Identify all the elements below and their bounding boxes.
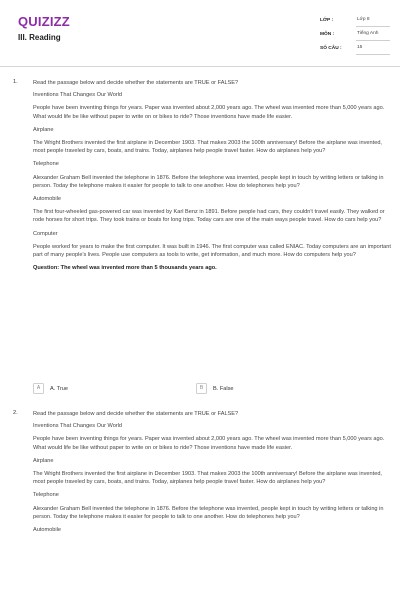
question-instruction: Read the passage below and decide whether the statements are TRUE or FALSE? [33,80,239,86]
worksheet-meta [320,13,390,55]
meta-value: 15 [356,42,390,55]
quizizz-logo: QUIZIZZ [18,14,70,29]
option-letter-badge: B [196,383,207,394]
header-divider [0,66,400,67]
section-heading: Automobile [33,527,61,534]
meta-row-subject [320,27,390,41]
meta-value: Tiếng Anh [356,28,390,41]
section-title: III. Reading [18,33,61,42]
section-heading: Telephone [33,492,59,499]
answer-options [33,383,359,394]
question-statement: Question: The wheel was invented more than 5 thousands years ago. [33,265,217,272]
option-letter-badge: A [33,383,44,394]
section-text: The first four-wheeled gas-powered car was invented by Karl Benz in 1891. Before people had cars, they couldn't travel easily. They walked or rode horses for short trips. They took trains or boats for long trips. Today cars are one of the main ways people travel. How do cars help you? [33,209,385,224]
section-text: The Wright Brothers invented the first airplane in December 1903. That makes 2003 the 100th anniversary! Before the airplane was invented, most people traveled by cars, boats, and trains. Today, airplanes help people travel faster. How do airplanes help you? [33,471,382,486]
passage-intro: People have been inventing things for years. Paper was invented about 2,000 years ago. The wheel was invented more than 5,000 years ago. What would life be like without paper to write on or bikes to ride? Those inventions have made life easier. [33,436,385,451]
passage-intro: People have been inventing things for years. Paper was invented about 2,000 years ago. The wheel was invented more than 5,000 years ago. What would life be like without paper to write on or bikes to ride? Those inventions have made life easier. [33,105,385,120]
section-heading: Airplane [33,457,54,464]
question-body [33,410,391,534]
meta-label: SỐ CÂU : [320,45,342,51]
meta-label: LỚP : [320,17,334,23]
worksheet-header [0,0,400,64]
section-heading: Automobile [33,196,61,203]
section-heading: Telephone [33,161,59,168]
option-b[interactable] [196,383,359,394]
option-label: A. True [50,385,69,392]
meta-label: MÔN : [320,31,335,37]
meta-row-question-count [320,41,390,55]
meta-row-class [320,13,390,27]
section-text: The Wright Brothers invented the first airplane in December 1903. That makes 2003 the 100th anniversary! Before the airplane was invented, most people traveled by cars, boats, and trains. Today, airplanes help people travel faster. How do airplanes help you? [33,140,382,155]
question-number: 2. [13,410,18,416]
question-number: 1. [13,79,18,85]
section-text: Alexander Graham Bell invented the telephone in 1876. Before the telephone was invented, people kept in touch by writing letters or talking in person. Today the telephone makes it easier for people to talk to one another. How do telephones help you? [33,505,384,520]
section-heading: Airplane [33,126,54,133]
section-text: Alexander Graham Bell invented the telephone in 1876. Before the telephone was invented, people kept in touch by writing letters or talking in person. Today the telephone makes it easier for people to talk to one another. How do telephones help you? [33,174,384,189]
option-label: B. False [213,385,234,392]
meta-value: Lớp 8 [356,14,390,27]
question-body [33,79,391,272]
question-instruction: Read the passage below and decide whether the statements are TRUE or FALSE? [33,411,239,417]
option-a[interactable] [33,383,196,394]
passage-title: Inventions That Changes Our World [33,423,123,430]
passage-title: Inventions That Changes Our World [33,92,123,99]
section-heading: Computer [33,230,58,237]
section-text: People worked for years to make the first computer. It was built in 1946. The first computer was called ENIAC. Today computers are an important part of many people's lives. People use computers as tools to write, get information, and much more. How do computers help you? [33,243,391,259]
